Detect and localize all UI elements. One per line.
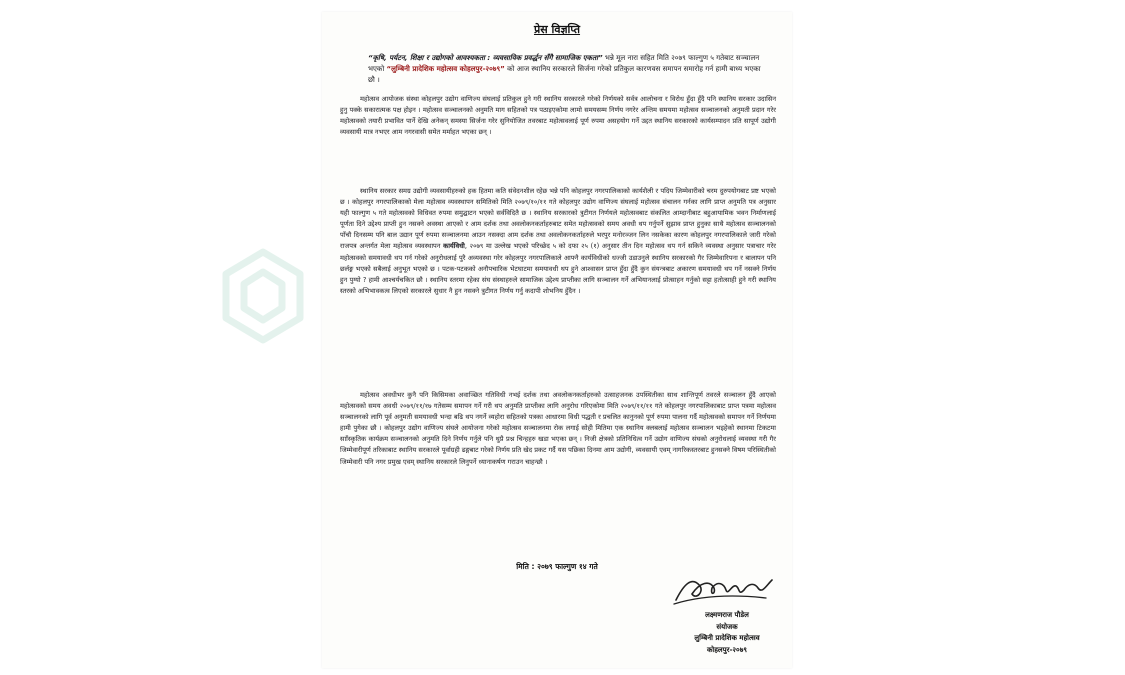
- body-paragraph-2-part-b: , २०७९ मा उल्लेख भएको परिच्छेद ५ को दफा २५ (१) अनुसार तीन दिन महोत्सव थप गर्न सकिने व्यवस्था अनुसार पत्राचार गरेर महोत्सवको समयावधी थप गर्न गरेको अनुरोधलाई पुरै अव्यवस्था गरेर कोहलपुर नगरपालिकाले आफ्नै कार्यविधीको धज्जी उडाउनुले स्थानिय सरकारको गैर जिम्मेवारिपना र बालापन पनि छर्लङ्ग भएको सबैलाई अनुभूत भएको छ । पटक-पटकको अनौपचारिक भेटघाटमा समयावधी थप हुने आश्वासन प्राप्त हुँदा हुँदै कुन संयन्त्रबाट अकारण समयावधी थप गर्ने नसक्ने निर्णय हुन पुग्यो ? हामी आश्चर्यचकित छौ । स्थानिय स्तरमा रहेका संघ संस्थाहरुले सामाजिक उद्देश्य प्राप्तीका लागि सञ्चालन गर्ने अभियानलाई प्रोत्साहन गर्नुको सट्टा हतोत्साही हुने गरी स्थानिय स्तरको अभिभावकत्व लिएको सरकारले सुधार नै हुन नसक्ने त्रुटीगत निर्णय गर्नु कदापी शोभनिय हुँदैन ।: [340, 242, 776, 295]
- press-release-document: [322, 12, 792, 668]
- body-paragraph-1: महोत्सव आयोजक संस्था कोहलपुर उद्योग वाणिज्य संघलाई प्रतिकुल हुने गरी स्थानिय सरकारले गरेको निर्णयको सर्वत्र आलोचना र विरोध हुँदा हुँदै पनि स्थानिय सरकार उदासिन हुनु पक्के सकारात्मक पक्ष होइन । महोत्सव सञ्चालनको अनुमति माग सहितको पत्र पठाइएकोमा लामो समयसम्म निर्णय नगरेर अन्तिम समयमा महोत्सव सञ्चालनको अनुमती प्रदान गरेर महोत्सवको तयारी प्रभावित पार्ने देखि अनेकन् समस्या सिर्जना गरेर सुनियोजित तवरबाट महोत्सवलाई पूर्ण रुपमा असहयोग गर्ने उद्दत स्थानिय सरकारको कार्यसम्पादन प्रति सापूर्ण उद्योगी व्यवसायी मात्र नभएर आम नगरवासी समेत मर्माहत भएका छन् ।: [340, 95, 776, 137]
- signatory-org: लुम्बिनी प्रादेशिक महोत्सव: [694, 634, 760, 642]
- slogan-paragraph: [368, 52, 768, 86]
- signatory-place: कोहलपुर-२०७९: [707, 645, 747, 654]
- watermark-logo-icon: [208, 242, 318, 352]
- slogan-tail: को आज स्थानिय सरकारले सिर्जना गरेको प्रतिकुल कारणवस समापन समारोह गर्न हामी बाध्य भएका छौ ।: [368, 64, 761, 85]
- body-paragraph-2-part-a: स्थानिय सरकार समग्र उद्योगी व्यवसायीहरुको हक हितमा कति संवेदनशील रहेछ भन्ने पनि कोहलपुर नगरपालिकाको कार्यशैली र पदिय जिम्मेवारीको चरम दुरुपयोगबाट प्रष्ट भएको छ । कोहलपुर नगरपालिकाको मेला महोत्सव व्यवस्थापन समितिको मिति २०७९/१०/११ गते कोहलपुर उद्योग वाणिज्य संघलाई महोत्सव संचालन गर्नका लागि प्राप्त अनुमति पत्र अनुसार यही फाल्गुण ५ गते महोत्सवको विधिवत रुपमा समुद्घाटन भएको सर्वविदितै छ । स्थानिय सरकारको त्रुटीगत निर्णयले महोत्सवबाट संकलित आम्दानीबाट बहुआयामिक भवन निर्माणलाई पूर्णता दिने उद्देश्य प्राप्ती हुन नसक्ने अवस्था आएको र आम दर्शक तथा अवलोकनकर्ताहरुबाट समेत महोत्सवको समय अवधी थप गर्नुपर्ने सुझाव प्राप्त हुनुका साथै महोत्सव सञ्चालनको पाँचौ दिनसम्म पनि बाल उद्यान पूर्ण रुपमा सञ्चालनमा आउन नसक्दा आम दर्शक तथा अवलोकनकर्ताहरुले भरपुर मनोरञ्जन लिन नसकेका कारण कोहलपुर नगरपालिकाले जारी गरेको राजपत्र अन्तर्गत मेला महोत्सव व्यवस्थापन: [340, 187, 776, 251]
- document-title: प्रेस विज्ञप्ति: [533, 23, 581, 36]
- signatory-name: लक्ष्मणराज पौडेल: [705, 611, 749, 619]
- body-paragraph-2-bold: कार्यविधी: [443, 242, 465, 251]
- signatory-role: संयोजक: [716, 622, 738, 631]
- slogan-quote: “कृषि, पर्यटन, शिक्षा र उद्योगको आवश्यकता : व्यवसायिक प्रवर्द्धन सँगै सामाजिक एकता”: [368, 53, 603, 62]
- slogan-text: भन्ने मूल नारा सहित मिति २०७९ फाल्गुण ५ गतेबाट सञ्चालन भएको: [368, 53, 760, 74]
- signature-icon: [670, 566, 780, 610]
- document-date: मिति : २०७९ फाल्गुण १४ गते: [516, 562, 598, 571]
- body-paragraph-2: [340, 186, 776, 297]
- signature-block: [672, 610, 782, 656]
- body-paragraph-3: महोत्सव अवधीभर कुनै पनि किसिमका अवाञ्छित गतिविधी नभई दर्शक तथा अवलोकनकर्ताहरुको उत्साहजनक उपस्थितीका साथ शान्तिपूर्ण तवरले सञ्चालन हुँदै आएको महोत्सवको समय अवधी २०७९/११/१७ गतेसम्म समापन गर्ने गरी थप अनुमति प्राप्तीका लागि अनुरोध गरिएकोमा मिति २०७९/११/११ गते कोहलपुर नगरपालिकाबाट प्राप्त पत्रमा महोत्सव सञ्चालनको लागि पूर्व अनुमती समयावधी भन्दा बढि थप नगर्ने व्यहोरा सहितको पत्रका आधारमा विधी पद्धती र प्रचलित कानुनको पूर्ण रुपमा पालना गर्दै महोत्सवको समापन गर्ने निर्णयमा हामी पुगेका छौ । कोहलपुर उद्योग वाणिज्य संघले आयोजना गरेको महोत्सव सञ्चालनमा रोक लगाई सोही मितिमा एक स्थानिय क्लबलाई महोत्सव सञ्चालन भइहेको स्थानमा टिकटमा सााँस्कृतिक कार्यक्रम सञ्चालनको अनुमति दिने निर्णय गर्नुले पनि थुप्रै प्रश्न चिन्हहरु खडा भएका छन् । निजी क्षेत्रको प्रतिनिधित्व गर्ने उद्योग वाणिज्य संघको अनुरोधलाई व्यवस्था गरी गैर जिम्मेवारीपूर्ण तरिकाबाट स्थानिय सरकारले पूर्वाग्रही ढङ्गबाट गरेको निर्णय प्रति खेद प्रकट गर्दै यस पछिका दिनमा आम उद्योगी, व्यवसायी एवम् नागरिकस्तरबाट हुनसक्ने विषम परिस्थितीको जिम्मेवारी पनि नगर प्रमुख एवम् स्थानिय सरकारले लिनुपर्ने ध्यानाकर्षण गराउन चाहन्छौ ।: [340, 391, 776, 466]
- festival-name: “लुम्बिनी प्रादेशिक महोत्सव कोहलपुर-२०७९”: [386, 64, 505, 74]
